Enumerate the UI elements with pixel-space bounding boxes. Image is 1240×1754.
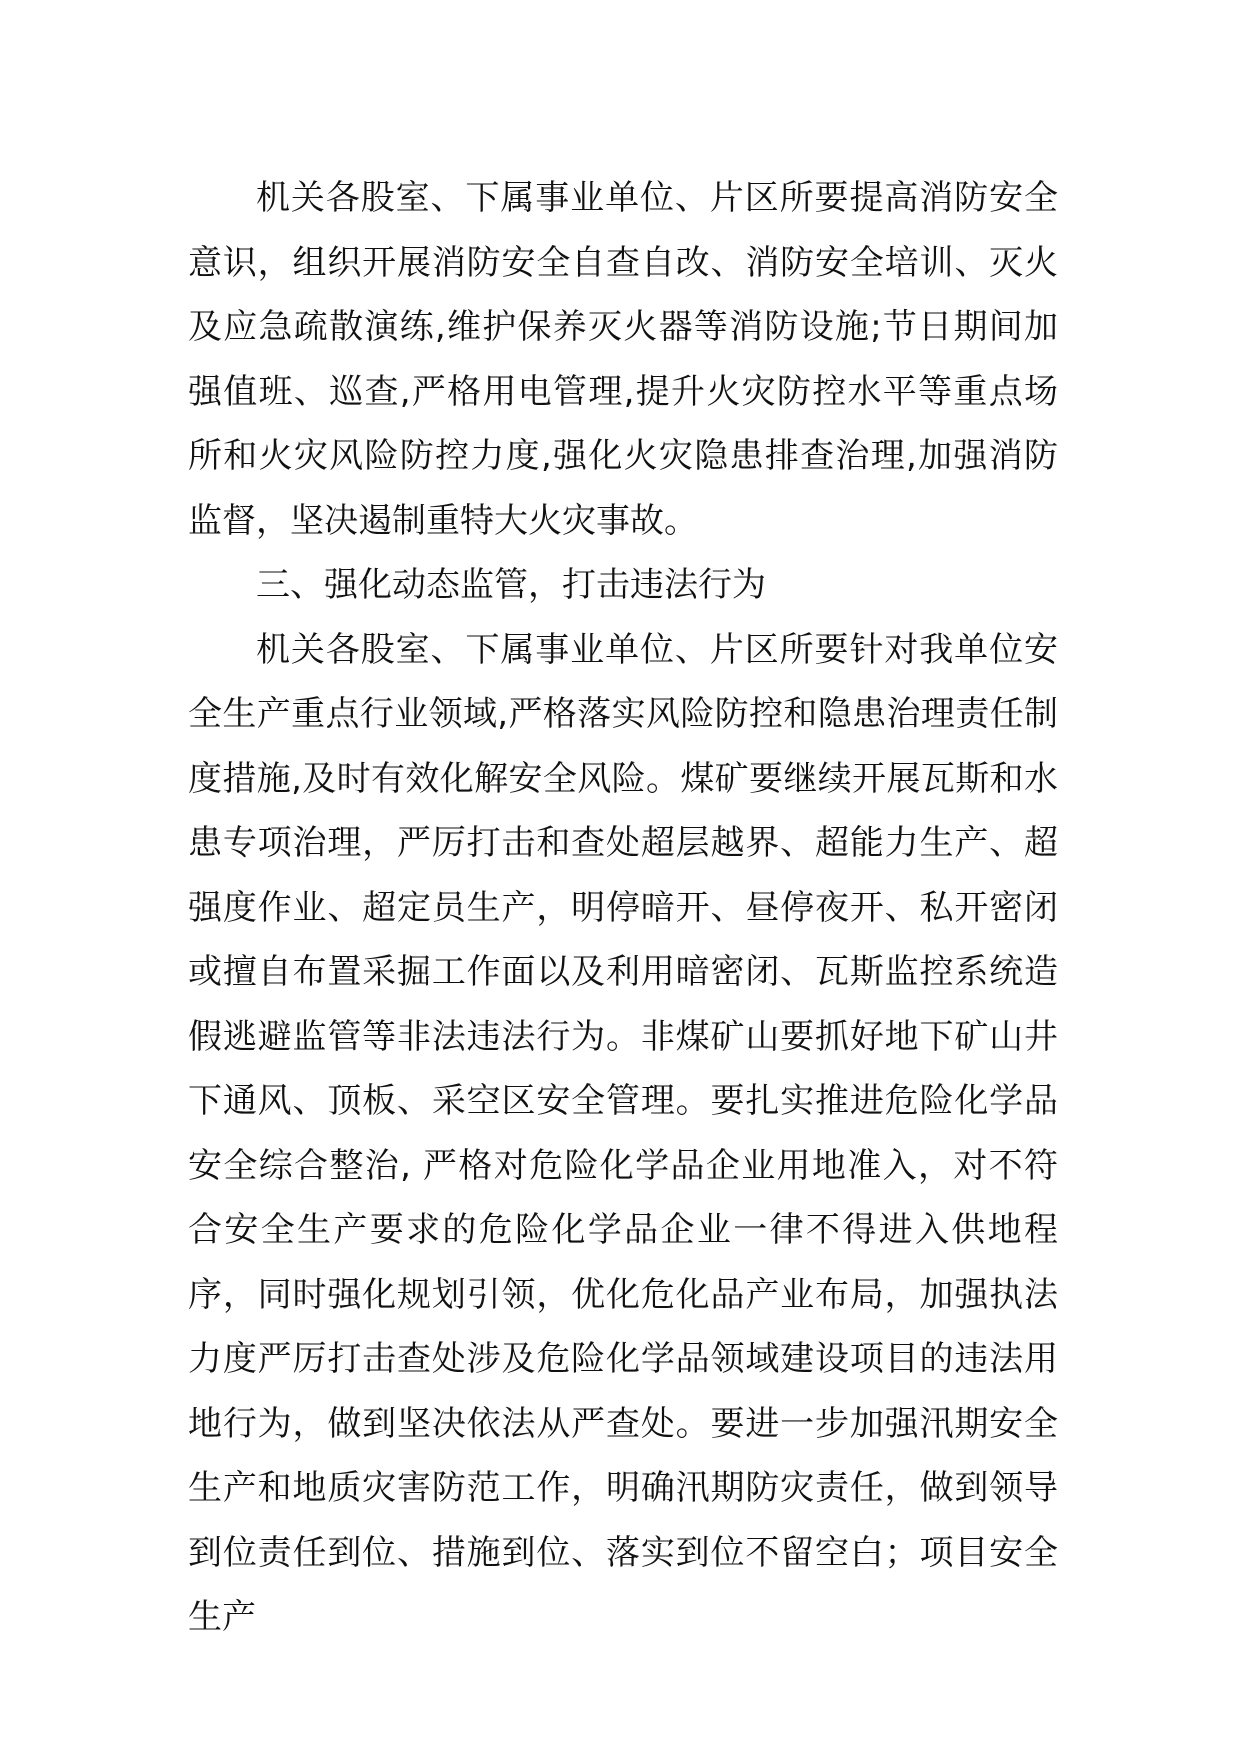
section-heading-three: 三、强化动态监管，打击违法行为 bbox=[256, 565, 766, 605]
document-body bbox=[188, 166, 1058, 1650]
paragraph-dynamic-supervision: 机关各股室、下属事业单位、片区所要针对我单位安全生产重点行业领域,严格落实风险防控和隐患治理责任制度措施,及时有效化解安全风险。煤矿要继续开展瓦斯和水患专项治理，严厉打击和查处超层越界、超能力生产、超强度作业、超定员生产，明停暗开、昼停夜开、私开密闭或擅自布置采掘工作面以及利用暗密闭、瓦斯监控系统造假逃避监管等非法违法行为。非煤矿山要抓好地下矿山井下通风、顶板、采空区安全管理。要扎实推进危险化学品安全综合整治, 严格对危险化学品企业用地准入，对不符合安全生产要求的危险化学品企业一律不得进入供地程序，同时强化规划引领，优化危化品产业布局，加强执法力度严厉打击查处涉及危险化学品领域建设项目的违法用地行为，做到坚决依法从严查处。要进一步加强汛期安全生产和地质灾害防范工作，明确汛期防灾责任，做到领导到位责任到位、措施到位、落实到位不留空白；项目安全生产 bbox=[188, 629, 1058, 1637]
paragraph-fire-safety: 机关各股室、下属事业单位、片区所要提高消防安全意识，组织开展消防安全自查自改、消防安全培训、灭火及应急疏散演练,维护保养灭火器等消防设施;节日期间加强值班、巡查,严格用电管理,提升火灾防控水平等重点场所和火灾风险防控力度,强化火灾隐患排查治理,加强消防监督，坚决遏制重特大火灾事故。 bbox=[188, 178, 1058, 541]
